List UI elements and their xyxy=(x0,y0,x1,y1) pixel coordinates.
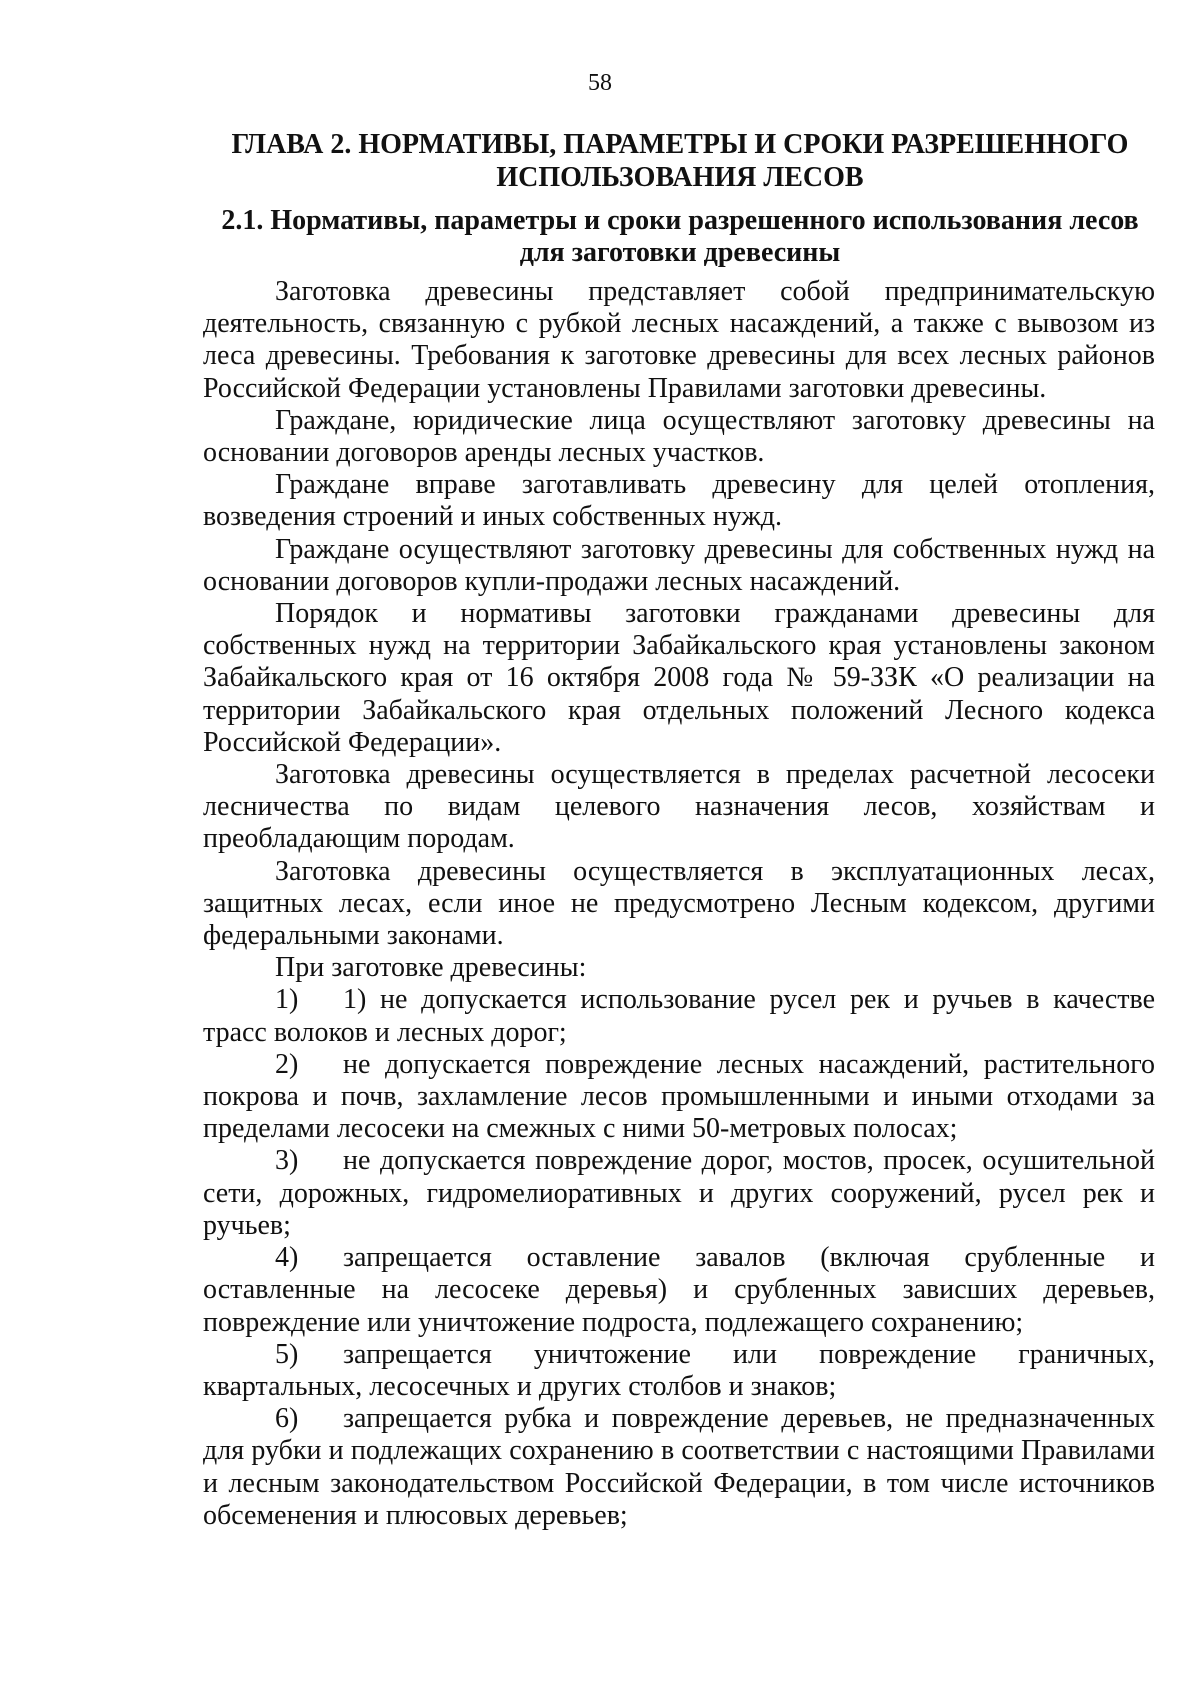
list-item-text: запрещается рубка и повреждение деревьев, не предназначенных для рубки и подлежащих сохранению в соответствии с настоящими Правилами и лесным законодательством Российской Федерации, в том числе источников обсеменения и плюсовых деревьев; xyxy=(203,1403,1155,1531)
list-item xyxy=(203,1049,1155,1146)
list-item-number: 3) xyxy=(275,1145,299,1177)
section-title: 2.1. Нормативы, параметры и сроки разрешенного использования лесов для заготовки древесины xyxy=(221,205,1139,268)
list-item-text: не допускается повреждение дорог, мостов, просек, осушительной сети, дорожных, гидромелиоративных и других сооружений, русел рек и ручьев; xyxy=(203,1145,1155,1241)
body-text xyxy=(203,276,1155,1532)
list-item xyxy=(203,1339,1155,1403)
page-number: 58 xyxy=(588,70,612,96)
list-item-text: запрещается уничтожение или повреждение граничных, квартальных, лесосечных и других столбов и знаков; xyxy=(203,1338,1155,1402)
chapter-title: ГЛАВА 2. НОРМАТИВЫ, ПАРАМЕТРЫ И СРОКИ РАЗРЕШЕННОГО ИСПОЛЬЗОВАНИЯ ЛЕСОВ xyxy=(231,129,1129,193)
list-item xyxy=(203,984,1155,1048)
paragraph: Граждане, юридические лица осуществляют заготовку древесины на основании договоров аренды лесных участков. xyxy=(203,404,1155,469)
paragraph: Заготовка древесины представляет собой предпринимательскую деятельность, связанную с рубкой лесных насаждений, а также с вывозом из леса древесины. Требования к заготовке древесины для всех лесных районов Российской Федерации установлены Правилами заготовки древесины. xyxy=(203,276,1155,404)
list-item-number: 6) xyxy=(275,1403,299,1435)
paragraph: Порядок и нормативы заготовки гражданами древесины для собственных нужд на территории Забайкальского края установлены законом Забайкальского края от 16 октября 2008 года № 59-ЗЗК «О реализации на территории Забайкальского края отдельных положений Лесного кодекса Российской Федерации». xyxy=(203,598,1155,758)
list-item-number: 2) xyxy=(275,1048,299,1080)
list-item-number: 1) xyxy=(275,984,299,1016)
paragraph: Граждане осуществляют заготовку древесины для собственных нужд на основании договоров купли-продажи лесных насаждений. xyxy=(203,533,1155,597)
paragraph: Заготовка древесины осуществляется в эксплуатационных лесах, защитных лесах, если иное не предусмотрено Лесным кодексом, другими федеральными законами. xyxy=(203,855,1155,952)
list-item-number: 4) xyxy=(275,1242,299,1274)
list-item xyxy=(203,1242,1155,1339)
paragraph: При заготовке древесины: xyxy=(275,952,587,984)
list-item-number: 5) xyxy=(275,1338,299,1370)
paragraph: Заготовка древесины осуществляется в пределах расчетной лесосеки лесничества по видам целевого назначения лесов, хозяйствам и преобладающим породам. xyxy=(203,759,1155,855)
list-item-text: не допускается повреждение лесных насаждений, растительного покрова и почв, захламление лесов промышленными и иными отходами за пределами лесосеки на смежных с ними 50-метровых полосах; xyxy=(203,1048,1155,1145)
paragraph: Граждане вправе заготавливать древесину для целей отопления, возведения строений и иных собственных нужд. xyxy=(203,469,1155,533)
list-item xyxy=(203,1403,1155,1532)
list-item xyxy=(203,1145,1155,1242)
list-item-text: 1) не допускается использование русел рек и ручьев в качестве трасс волоков и лесных дорог; xyxy=(203,984,1155,1048)
list-item-text: запрещается оставление завалов (включая срубленные и оставленные на лесосеке деревья) и срубленных зависших деревьев, повреждение или уничтожение подроста, подлежащего сохранению; xyxy=(203,1242,1155,1338)
